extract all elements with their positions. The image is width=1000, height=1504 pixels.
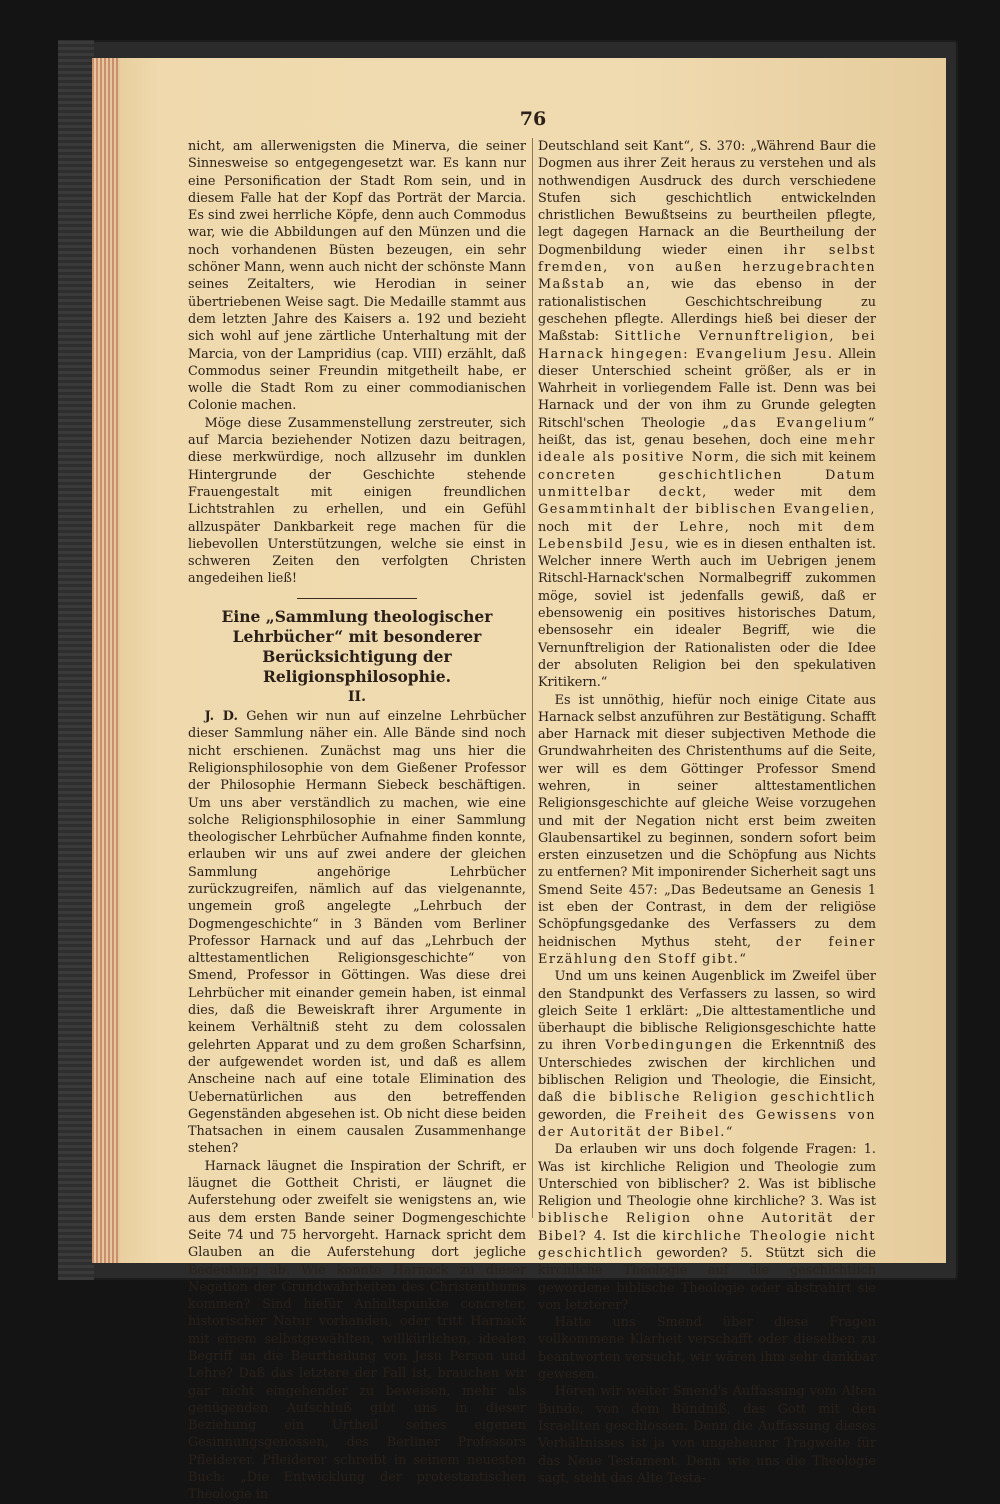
book-page [120,58,946,1503]
spaced-text: Gesammtinhalt der biblischen Evangelien, [538,502,876,518]
column-divider [532,138,533,1218]
spaced-text: Vorbedingungen [605,1038,734,1054]
text-run: die Erkenntniß des Unterschiedes zwischen der kirchlichen und biblischen Religion und Theologie, die Einsicht, daß [538,1038,876,1106]
author-initials: J. D. [204,709,238,725]
spaced-text: biblische Religion ohne Autorität der Bibel? [538,1211,876,1244]
text-run: weder mit dem [733,484,876,500]
text-run: 4. Ist die [593,1228,656,1244]
left-paragraph-2: Möge diese Zusammenstellung zerstreuter, sich auf Marcia beziehender Notizen dazu beitragen, diese merkwürdige, noch allzusehr im dunklen Hintergrunde der Geschichte stehende Frauengestalt mit einigen freundlichen Lichtstrahlen zu erhellen, und ein Gefühl allzuspäter Dankbarkeit rege machen für die liebevollen Unterstützungen, welche sie einst in schweren Zeiten den verfolgten Christen angedeihen ließ! [188,415,526,587]
right-paragraph-5: Hätte uns Smend über diese Fragen vollkommene Klarheit verschafft oder dieselben zu beantworten versucht, wir wären ihm sehr dankbar gewesen. [538,1315,876,1383]
section-separator [297,598,417,599]
text-run: geworden? 5. Stützt sich die kirchliche Theologie auf die geschichtlich gewordene biblische Theologie oder abstrahirt sie von letzterer? [538,1246,876,1313]
article-part-number: II. [348,688,366,705]
spaced-text: concreten geschichtlichen Datum unmittelbar deckt, [538,467,876,500]
text-run: noch [538,519,570,535]
text-run: Es ist unnöthig, hiefür noch einige Citate aus Harnack selbst anzuführen zur Bestätigung. Schafft aber Harnack mit dieser subjectiven Methode die Grundwahrheiten des Christenthums auf die Seite, wer will es dem Göttinger Professor Smend wehren, in seiner alttestamentlichen Religionsgeschichte auf gleiche Weise vorzugehen und mit der Negation nicht erst beim zweiten Glaubensartikel zu beginnen, sondern sofort beim ersten einzusetzen und die Schöpfung aus Nichts zu entfernen? Mit imponirender Sicherheit sagt uns Smend Seite 457: „Das Bedeutsame an Genesis 1 ist eben der Contrast, in dem der religiöse Schöpfungsgedanke des Verfassers zu dem heidnischen Mythus steht, [538,692,876,950]
book-spine [58,40,94,1280]
text-run: die sich mit keinem [745,450,877,466]
right-paragraph-4 [538,1141,876,1314]
text-run: wie es in diesen enthalten ist. Welcher innere Werth auch im Uebrigen jenem Ritschl-Harnack'schen Normalbegriff zukommen möge, soviel ist jedenfalls gewiß, daß er ebensowenig ein positives historisches Datum, ebensosehr ein idealer Begriff, wie die Vernunftreligion der Rationalisten oder die Idee der absoluten Religion bei den spekulativen Kritikern.“ [538,536,876,691]
spaced-text: die biblische Religion geschichtlich [572,1090,876,1106]
text-run: Und um uns keinen Augenblick im Zweifel über den Standpunkt des Verfassers zu lassen, so wird gleich Seite 1 erklärt: „Die alttestamentliche und überhaupt die biblische Religionsgeschichte hatte zu ihren [538,969,876,1054]
text-run: geworden, die [538,1107,636,1123]
spaced-text: mehr ideale als positive Norm, [538,433,876,466]
text-run: Da erlauben wir uns doch folgende Fragen: 1. Was ist kirchliche Religion und Theologie zum Unterschied von biblischer? 2. Was ist biblische Religion und Theologie ohne kirchliche? 3. Was ist [538,1142,876,1210]
spaced-text: der feiner Erzählung den Stoff gibt.“ [538,934,876,967]
right-paragraph-3 [538,968,876,1141]
left-paragraph-1: nicht, am allerwenigsten die Minerva, die seiner Sinnesweise so entgegengesetzt war. Es kann nur eine Personification der Stadt Rom sein, und in diesem Falle hat der Kopf das Porträt der Marcia. Es sind zwei herrliche Köpfe, denn auch Commodus war, wie die Abbildungen auf den Münzen und die noch vorhandenen Büsten bezeugen, ein sehr schöner Mann, wenn auch nicht der schönste Mann seines Zeitalters, wie Herodian in seiner übertriebenen Weise sagt. Die Medaille stammt aus dem letzten Jahre des Kaisers a. 192 und bezieht sich wohl auf jene zärtliche Unterhaltung mit der Marcia, von der Lampridius (cap. VIII) erzählt, daß Commodus seiner Freundin mitgetheilt habe, er wolle die Stadt Rom zu einer commodianischen Colonie machen. [188,139,526,414]
left-column [188,138,526,1504]
spaced-text: ihr selbst fremden, von außen herzugebrachten Maßstab an, [538,242,876,293]
right-paragraph-6: Hören wir weiter Smend's Auffassung vom Alten Bunde, von dem Bündniß, das Gott mit den Israeliten geschlossen. Denn die Auffassung dieses Verhältnisses ist ja von ungeheurer Tragweite für das Neue Testament. Denn wie uns die Theologie sagt, steht das Alte Testa- [538,1384,876,1486]
text-run: wie das ebenso in der rationalistischen Geschichtschreibung zu geschehen pflegte. Allerdings hieß bei dieser der Maßstab: [538,277,876,345]
left-paragraph-4: Harnack läugnet die Inspiration der Schrift, er läugnet die Gottheit Christi, er läugnet die Auferstehung oder zweifelt sie wenigstens an, wie aus dem ersten Bande seiner Dogmengeschichte Seite 74 und 75 hervorgeht. Harnack spricht dem Glauben an die Auferstehung dort jegliche Bedeutung ab. Wie konnte Harnack zu dieser Negation der Grundwahrheiten des Christenthums kommen? Sind hiefür Anhaltspunkte concreter, historischer Natur vorhanden, oder tritt Harnack mit einem selbstgewählten, willkürlichen, idealen Begriff an die Beurtheilung von Jesu Person und Lehre? Daß das letztere der Fall ist, brauchen wir gar nicht eingehender zu beweisen, mehr als genügenden Aufschluß gibt uns in dieser Beziehung ein Urtheil seines eigenen Gesinnungsgenossen, des Berliner Professors Pfleiderer. Pfleiderer schreibt in seinem neuesten Buch: „Die Entwicklung der protestantischen Theologie in [188,1158,526,1503]
spaced-text: mit der Lehre, [587,519,731,535]
spaced-text: kirchliche Theologie nicht geschichtlich [538,1228,876,1261]
right-paragraph-1 [538,138,876,692]
left-paragraph-3-text: Gehen wir nun auf einzelne Lehrbücher dieser Sammlung näher ein. Alle Bände sind noch nicht erschienen. Zunächst mag uns hier die Religionsphilosophie von dem Gießener Professor der Philosophie Hermann Siebeck beschäftigen. Um uns aber verständlich zu machen, wie eine solche Religionsphilosophie in einer Sammlung theologischer Lehrbücher Aufnahme finden konnte, erlauben wir uns auf zwei andere der gleichen Sammlung angehörige Lehrbücher zurückzugreifen, nämlich auf das vielgenannte, ungemein groß angelegte „Lehrbuch der Dogmengeschichte“ in 3 Bänden vom Berliner Professor Harnack und auf das „Lehrbuch der alttestamentlichen Religionsgeschichte“ von Smend, Professor in Göttingen. Was diese drei Lehrbücher mit einander gemein haben, ist einmal dies, daß die Beweiskraft ihrer Argumente in keinem Verhältniß steht zu dem colossalen gelehrten Apparat und zu dem großen Scharfsinn, der aufgewendet worden ist, und daß es allem Anscheine nach auf eine totale Elimination des Uebernatürlichen aus den betreffenden Gegenständen abgesehen ist. Ob nicht diese beiden Thatsachen in einem causalen Zusammenhange stehen? [188,709,526,1157]
spaced-text: Freiheit des Gewissens von der Autorität der Bibel.“ [538,1107,876,1140]
text-run: heißt, das ist, genau besehen, doch eine [538,433,828,449]
article-heading: Eine „Sammlung theologischer Lehrbücher“ mit besonderer Berücksichtigung der Religionsphilosophie. [221,606,493,686]
page-edges [92,58,120,1263]
text-run: Deutschland seit Kant“, S. 370: „Während Baur die Dogmen aus ihrer Zeit heraus zu verstehen und als nothwendigen Ausdruck des durch verschiedene Stufen sich geschichtlich entwickelnden christlichen Bewußtseins zu beurtheilen pflegte, legt dagegen Harnack an die Beurtheilung der Dogmenbildung wieder einen [538,139,876,258]
spaced-text: mit dem Lebensbild Jesu, [538,519,877,552]
right-column [538,138,876,1487]
text-run: Allein dieser Unterschied scheint größer, als er in Wahrheit in vorliegendem Falle ist. Denn was bei Harnack und der von ihm zu Grunde gelegten Ritschl'schen Theologie [538,346,876,431]
spaced-text: Sittliche Vernunftreligion, bei Harnack hingegen: Evangelium Jesu. [538,329,877,362]
spaced-text: „das Evangelium“ [722,415,876,431]
right-paragraph-2 [538,692,876,969]
text-run: noch [748,519,780,535]
left-paragraph-3 [188,708,526,1158]
page-number: 76 [519,108,547,130]
